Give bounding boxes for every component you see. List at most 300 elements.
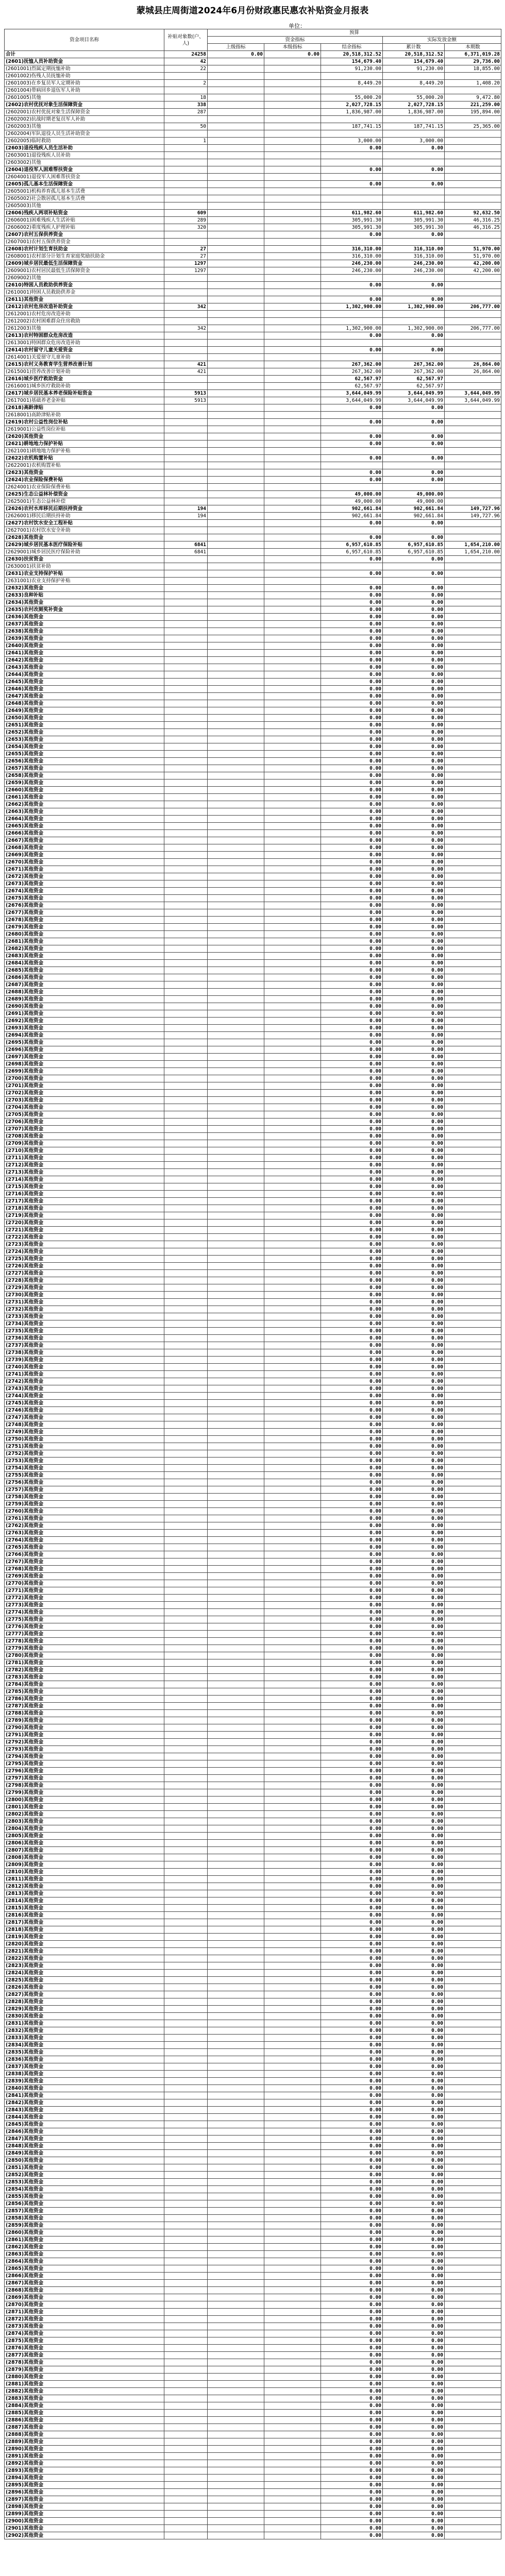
row-amount-c3: 0.00 <box>321 931 383 938</box>
row-amount-c3: 0.00 <box>321 2511 383 2518</box>
row-amount-c4: 0.00 <box>383 2345 445 2352</box>
row-count <box>164 87 208 94</box>
header-sub-superior: 上级指标 <box>208 44 264 51</box>
row-amount-c2 <box>264 1912 321 1919</box>
row-item-name: (2630001)扶贫补助 <box>5 563 164 570</box>
table-row <box>5 1126 501 1133</box>
row-count <box>164 1191 208 1198</box>
row-amount-c2 <box>264 1804 321 1811</box>
row-amount-c5 <box>445 1724 501 1732</box>
row-amount-c4: 0.00 <box>383 2013 445 2020</box>
row-amount-c4: 0.00 <box>383 2092 445 2099</box>
row-item-name: (2836)其他资金 <box>5 2056 164 2063</box>
row-count <box>164 902 208 909</box>
row-item-name: (2900)其他资金 <box>5 2518 164 2525</box>
table-row <box>5 2020 501 2027</box>
row-amount-c1 <box>208 1133 264 1140</box>
table-row <box>5 945 501 953</box>
row-amount-c1 <box>208 397 264 404</box>
row-amount-c3: 0.00 <box>321 2193 383 2200</box>
row-item-name: (2726)其他资金 <box>5 1263 164 1270</box>
row-amount-c4: 0.00 <box>383 1530 445 1537</box>
row-amount-c3: 0.00 <box>321 1659 383 1667</box>
table-row <box>5 837 501 844</box>
row-amount-c1 <box>208 671 264 679</box>
row-amount-c2 <box>264 686 321 693</box>
row-count <box>164 2258 208 2265</box>
row-amount-c1 <box>208 1861 264 1869</box>
row-amount-c3: 0.00 <box>321 2366 383 2374</box>
row-amount-c4: 0.00 <box>383 1155 445 1162</box>
row-amount-c3: 0.00 <box>321 1010 383 1018</box>
row-amount-c3: 0.00 <box>321 2229 383 2236</box>
table-row <box>5 671 501 679</box>
row-amount-c3: 0.00 <box>321 1068 383 1075</box>
row-amount-c2 <box>264 2136 321 2143</box>
row-count <box>164 1421 208 1429</box>
row-amount-c2 <box>264 967 321 974</box>
table-row <box>5 779 501 787</box>
row-amount-c3: 0.00 <box>321 2431 383 2438</box>
row-count <box>164 1919 208 1926</box>
table-row <box>5 2265 501 2273</box>
row-amount-c5 <box>445 1782 501 1789</box>
row-amount-c1 <box>208 2244 264 2251</box>
table-row <box>5 1256 501 1263</box>
row-amount-c1 <box>208 1097 264 1104</box>
row-item-name: (2735)其他资金 <box>5 1328 164 1335</box>
row-amount-c3: 3,644,049.99 <box>321 397 383 404</box>
row-amount-c4: 55,000.20 <box>383 94 445 101</box>
table-row <box>5 174 501 181</box>
row-item-name: (2618001)高龄津贴补助 <box>5 412 164 419</box>
row-count <box>164 1782 208 1789</box>
row-count <box>164 671 208 679</box>
row-amount-c5 <box>445 2136 501 2143</box>
table-row <box>5 1883 501 1890</box>
row-amount-c2 <box>264 1703 321 1710</box>
row-item-name: (2609)城乡居民最低生活保障资金 <box>5 260 164 267</box>
row-item-name: (2855)其他资金 <box>5 2193 164 2200</box>
row-item-name: (2821)其他资金 <box>5 1948 164 1955</box>
row-amount-c1 <box>208 1436 264 1443</box>
row-amount-c4: 0.00 <box>383 1659 445 1667</box>
row-amount-c5 <box>445 130 501 138</box>
table-row <box>5 1530 501 1537</box>
row-amount-c1 <box>208 2345 264 2352</box>
row-amount-c3: 0.00 <box>321 2265 383 2273</box>
row-item-name: (2790)其他资金 <box>5 1724 164 1732</box>
row-amount-c1 <box>208 1443 264 1450</box>
row-amount-c2 <box>264 1126 321 1133</box>
row-item-name: (2872)其他资金 <box>5 2316 164 2323</box>
row-amount-c3 <box>321 340 383 347</box>
row-amount-c5 <box>445 2431 501 2438</box>
row-amount-c5 <box>445 2186 501 2193</box>
row-count <box>164 1479 208 1486</box>
table-row <box>5 2482 501 2489</box>
row-amount-c5 <box>445 751 501 758</box>
row-amount-c5 <box>445 1789 501 1797</box>
row-amount-c1 <box>208 787 264 794</box>
row-amount-c1 <box>208 2424 264 2431</box>
row-count <box>164 412 208 419</box>
row-item-name: (2693)其他资金 <box>5 1025 164 1032</box>
row-amount-c4: 0.00 <box>383 1169 445 1176</box>
row-amount-c2 <box>264 1414 321 1421</box>
row-amount-c4: 0.00 <box>383 2489 445 2496</box>
row-amount-c5: 18,855.00 <box>445 65 501 73</box>
row-amount-c3: 0.00 <box>321 2402 383 2410</box>
row-amount-c1 <box>208 166 264 174</box>
row-amount-c4: 0.00 <box>383 1436 445 1443</box>
table-row <box>5 498 501 505</box>
row-item-name: (2699)其他资金 <box>5 1068 164 1075</box>
row-amount-c1 <box>208 145 264 152</box>
row-item-name: (2832)其他资金 <box>5 2027 164 2035</box>
row-amount-c3: 0.00 <box>321 1544 383 1551</box>
row-amount-c5 <box>445 2049 501 2056</box>
row-amount-c2 <box>264 1919 321 1926</box>
row-amount-c5 <box>445 1090 501 1097</box>
row-amount-c5 <box>445 1313 501 1320</box>
row-amount-c3: 0.00 <box>321 1724 383 1732</box>
header-payout-group: 实际发放金额 <box>383 37 501 44</box>
header-sub-local: 本级指标 <box>264 44 321 51</box>
row-item-name: (2659)其他资金 <box>5 779 164 787</box>
row-amount-c4: 0.00 <box>383 2374 445 2381</box>
row-amount-c2 <box>264 2078 321 2085</box>
row-amount-c1 <box>208 953 264 960</box>
row-amount-c1 <box>208 1825 264 1833</box>
row-amount-c3: 0.00 <box>321 1191 383 1198</box>
row-count <box>164 1797 208 1804</box>
row-amount-c3: 0.00 <box>321 642 383 650</box>
row-amount-c5 <box>445 657 501 664</box>
row-amount-c3: 0.00 <box>321 1753 383 1760</box>
row-amount-c3: 0.00 <box>321 2417 383 2424</box>
row-amount-c1 <box>208 1984 264 1991</box>
row-amount-c1 <box>208 686 264 693</box>
row-amount-c5 <box>445 1126 501 1133</box>
row-amount-c1 <box>208 1522 264 1530</box>
row-amount-c3: 0.00 <box>321 1515 383 1522</box>
row-count <box>164 2193 208 2200</box>
row-amount-c1 <box>208 1753 264 1760</box>
table-row <box>5 1667 501 1674</box>
row-item-name: (2681)其他资金 <box>5 938 164 945</box>
row-count <box>164 895 208 902</box>
row-amount-c5 <box>445 1429 501 1436</box>
row-amount-c4: 611,982.60 <box>383 210 445 217</box>
row-amount-c4: 902,661.84 <box>383 513 445 520</box>
row-item-name: (2792)其他资金 <box>5 1739 164 1746</box>
row-amount-c3: 0.00 <box>321 1357 383 1364</box>
row-amount-c3: 0.00 <box>321 1241 383 1248</box>
row-amount-c4: 0.00 <box>383 2244 445 2251</box>
row-item-name: (2623)其他资金 <box>5 469 164 477</box>
row-amount-c1 <box>208 1241 264 1248</box>
row-amount-c4: 0.00 <box>383 888 445 895</box>
row-count <box>164 787 208 794</box>
row-amount-c3: 0.00 <box>321 181 383 188</box>
row-count <box>164 2092 208 2099</box>
row-item-name: (2731)其他资金 <box>5 1299 164 1306</box>
table-row <box>5 1479 501 1486</box>
table-row <box>5 2410 501 2417</box>
row-count <box>164 1522 208 1530</box>
row-amount-c3: 0.00 <box>321 2273 383 2280</box>
row-amount-c5 <box>445 1212 501 1219</box>
row-item-name: (2671)其他资金 <box>5 866 164 873</box>
row-amount-c4: 0.00 <box>383 477 445 484</box>
table-row <box>5 1393 501 1400</box>
row-amount-c4: 0.00 <box>383 2417 445 2424</box>
row-amount-c1 <box>208 1595 264 1602</box>
table-row <box>5 376 501 383</box>
row-amount-c3: 0.00 <box>321 2438 383 2446</box>
row-count <box>164 1342 208 1349</box>
row-count: 50 <box>164 123 208 130</box>
row-item-name: (2675)其他资金 <box>5 895 164 902</box>
row-item-name: (2634)其他资金 <box>5 599 164 606</box>
row-amount-c4: 0.00 <box>383 779 445 787</box>
table-row <box>5 520 501 527</box>
row-amount-c2 <box>264 1003 321 1010</box>
row-amount-c2 <box>264 2489 321 2496</box>
table-row <box>5 1349 501 1357</box>
table-row <box>5 1400 501 1407</box>
row-count <box>164 1811 208 1818</box>
row-amount-c5 <box>445 1595 501 1602</box>
row-amount-c2 <box>264 1905 321 1912</box>
row-amount-c3: 0.00 <box>321 477 383 484</box>
table-row <box>5 202 501 210</box>
row-amount-c3: 0.00 <box>321 556 383 563</box>
row-amount-c4: 0.00 <box>383 1385 445 1393</box>
row-amount-c3: 0.00 <box>321 707 383 715</box>
row-amount-c1 <box>208 585 264 592</box>
row-amount-c1 <box>208 2200 264 2208</box>
row-amount-c2 <box>264 1861 321 1869</box>
table-row <box>5 1688 501 1696</box>
row-amount-c1 <box>208 332 264 340</box>
row-amount-c5 <box>445 2374 501 2381</box>
row-amount-c1 <box>208 404 264 412</box>
row-amount-c1 <box>208 556 264 563</box>
row-item-name: (2868)其他资金 <box>5 2287 164 2294</box>
row-amount-c2 <box>264 2287 321 2294</box>
row-amount-c5 <box>445 2128 501 2136</box>
row-item-name: (2729)其他资金 <box>5 1284 164 1292</box>
row-amount-c2 <box>264 2410 321 2417</box>
row-count <box>164 1385 208 1393</box>
row-item-name: (2601002)伤残人员抚恤补助 <box>5 73 164 80</box>
row-item-name: (2858)其他资金 <box>5 2215 164 2222</box>
row-count <box>164 1998 208 2006</box>
row-amount-c3 <box>321 311 383 318</box>
row-amount-c2 <box>264 195 321 202</box>
row-count <box>164 433 208 440</box>
row-amount-c4: 0.00 <box>383 2258 445 2265</box>
table-row <box>5 1818 501 1825</box>
row-amount-c1 <box>208 2301 264 2309</box>
row-amount-c5 <box>445 2489 501 2496</box>
row-amount-c5 <box>445 2309 501 2316</box>
row-amount-c5 <box>445 1335 501 1342</box>
table-row <box>5 1046 501 1054</box>
row-count <box>164 347 208 354</box>
row-item-name: (2833)其他资金 <box>5 2035 164 2042</box>
row-amount-c2 <box>264 340 321 347</box>
row-amount-c1 <box>208 2503 264 2511</box>
row-amount-c2 <box>264 2323 321 2330</box>
row-amount-c2 <box>264 448 321 455</box>
row-amount-c1 <box>208 2258 264 2265</box>
row-amount-c1 <box>208 2518 264 2525</box>
row-amount-c3: 0.00 <box>321 1941 383 1948</box>
row-amount-c2 <box>264 1760 321 1768</box>
row-amount-c4: 0.00 <box>383 520 445 527</box>
row-amount-c3: 1,302,900.00 <box>321 325 383 332</box>
row-amount-c5 <box>445 347 501 354</box>
row-amount-c1 <box>208 2143 264 2150</box>
row-amount-c3: 0.00 <box>321 1472 383 1479</box>
row-amount-c1 <box>208 2388 264 2395</box>
row-amount-c5 <box>445 2107 501 2114</box>
row-amount-c4: 0.00 <box>383 2309 445 2316</box>
row-amount-c5 <box>445 1219 501 1227</box>
row-count <box>164 1010 208 1018</box>
table-row <box>5 2438 501 2446</box>
table-row <box>5 2294 501 2301</box>
row-count <box>164 2200 208 2208</box>
table-row <box>5 578 501 585</box>
row-amount-c5 <box>445 2273 501 2280</box>
row-amount-c3: 0.00 <box>321 1732 383 1739</box>
row-amount-c1 <box>208 1090 264 1097</box>
row-amount-c5 <box>445 2381 501 2388</box>
row-amount-c2 <box>264 736 321 743</box>
table-row <box>5 765 501 772</box>
row-amount-c2 <box>264 1364 321 1371</box>
row-amount-c5 <box>445 1912 501 1919</box>
row-count <box>164 1212 208 1219</box>
row-amount-c1 <box>208 1191 264 1198</box>
table-row <box>5 1328 501 1335</box>
row-amount-c1 <box>208 1876 264 1883</box>
row-amount-c4: 0.00 <box>383 1133 445 1140</box>
table-row <box>5 2301 501 2309</box>
row-count: 6841 <box>164 541 208 549</box>
row-amount-c1 <box>208 2453 264 2460</box>
row-item-name: (2879)其他资金 <box>5 2366 164 2374</box>
row-amount-c2 <box>264 419 321 426</box>
row-count <box>164 938 208 945</box>
table-row <box>5 116 501 123</box>
row-item-name: (2739)其他资金 <box>5 1357 164 1364</box>
row-count <box>164 1450 208 1458</box>
row-amount-c1 <box>208 1566 264 1573</box>
row-amount-c5: 3,644,049.99 <box>445 390 501 397</box>
row-amount-c1 <box>208 2006 264 2013</box>
table-row <box>5 1869 501 1876</box>
row-amount-c4: 0.00 <box>383 830 445 837</box>
row-count <box>164 686 208 693</box>
row-amount-c3: 0.00 <box>321 1212 383 1219</box>
header-budget-group: 预算 <box>208 29 501 37</box>
row-count <box>164 520 208 527</box>
table-row <box>5 801 501 808</box>
row-item-name: (2704)其他资金 <box>5 1104 164 1111</box>
row-amount-c5 <box>445 1941 501 1948</box>
table-row <box>5 1919 501 1926</box>
row-count <box>164 2085 208 2092</box>
row-count <box>164 945 208 953</box>
row-item-name: (2602001)农村优抚对象生活保障资金 <box>5 109 164 116</box>
row-amount-c1 <box>208 130 264 138</box>
row-count <box>164 2345 208 2352</box>
table-row <box>5 303 501 311</box>
row-amount-c1 <box>208 1616 264 1623</box>
row-amount-c5 <box>445 1580 501 1587</box>
row-count <box>164 1667 208 1674</box>
row-amount-c4: 0.00 <box>383 1407 445 1414</box>
row-amount-c5 <box>445 491 501 498</box>
row-count <box>164 1609 208 1616</box>
table-row <box>5 1018 501 1025</box>
row-amount-c1 <box>208 520 264 527</box>
row-amount-c1 <box>208 1378 264 1385</box>
table-row <box>5 1602 501 1609</box>
row-amount-c5 <box>445 145 501 152</box>
row-amount-c5 <box>445 1681 501 1688</box>
row-amount-c4: 0.00 <box>383 801 445 808</box>
row-amount-c5 <box>445 2395 501 2402</box>
row-amount-c1 <box>208 2431 264 2438</box>
row-amount-c5 <box>445 1768 501 1775</box>
table-row <box>5 1169 501 1176</box>
table-row <box>5 1645 501 1652</box>
row-amount-c2 <box>264 2532 321 2539</box>
row-count <box>164 2482 208 2489</box>
row-amount-c1 <box>208 1739 264 1746</box>
row-count <box>164 73 208 80</box>
row-amount-c1 <box>208 844 264 852</box>
row-amount-c3: 0.00 <box>321 585 383 592</box>
row-item-name: (2857)其他资金 <box>5 2208 164 2215</box>
row-amount-c4: 0.00 <box>383 1652 445 1659</box>
row-amount-c1 <box>208 1631 264 1638</box>
row-amount-c1 <box>208 1147 264 1155</box>
row-amount-c4: 0.00 <box>383 880 445 888</box>
row-amount-c5 <box>445 1400 501 1407</box>
row-amount-c3: 0.00 <box>321 996 383 1003</box>
row-amount-c2 <box>264 390 321 397</box>
row-amount-c4: 0.00 <box>383 2200 445 2208</box>
row-count <box>164 1097 208 1104</box>
table-row <box>5 1775 501 1782</box>
row-count <box>164 2402 208 2410</box>
row-count <box>164 931 208 938</box>
row-amount-c2 <box>264 73 321 80</box>
row-amount-c2 <box>264 2251 321 2258</box>
row-amount-c2 <box>264 808 321 816</box>
row-amount-c3: 0.00 <box>321 2424 383 2431</box>
row-amount-c3: 0.00 <box>321 2287 383 2294</box>
table-row <box>5 513 501 520</box>
row-amount-c2 <box>264 679 321 686</box>
